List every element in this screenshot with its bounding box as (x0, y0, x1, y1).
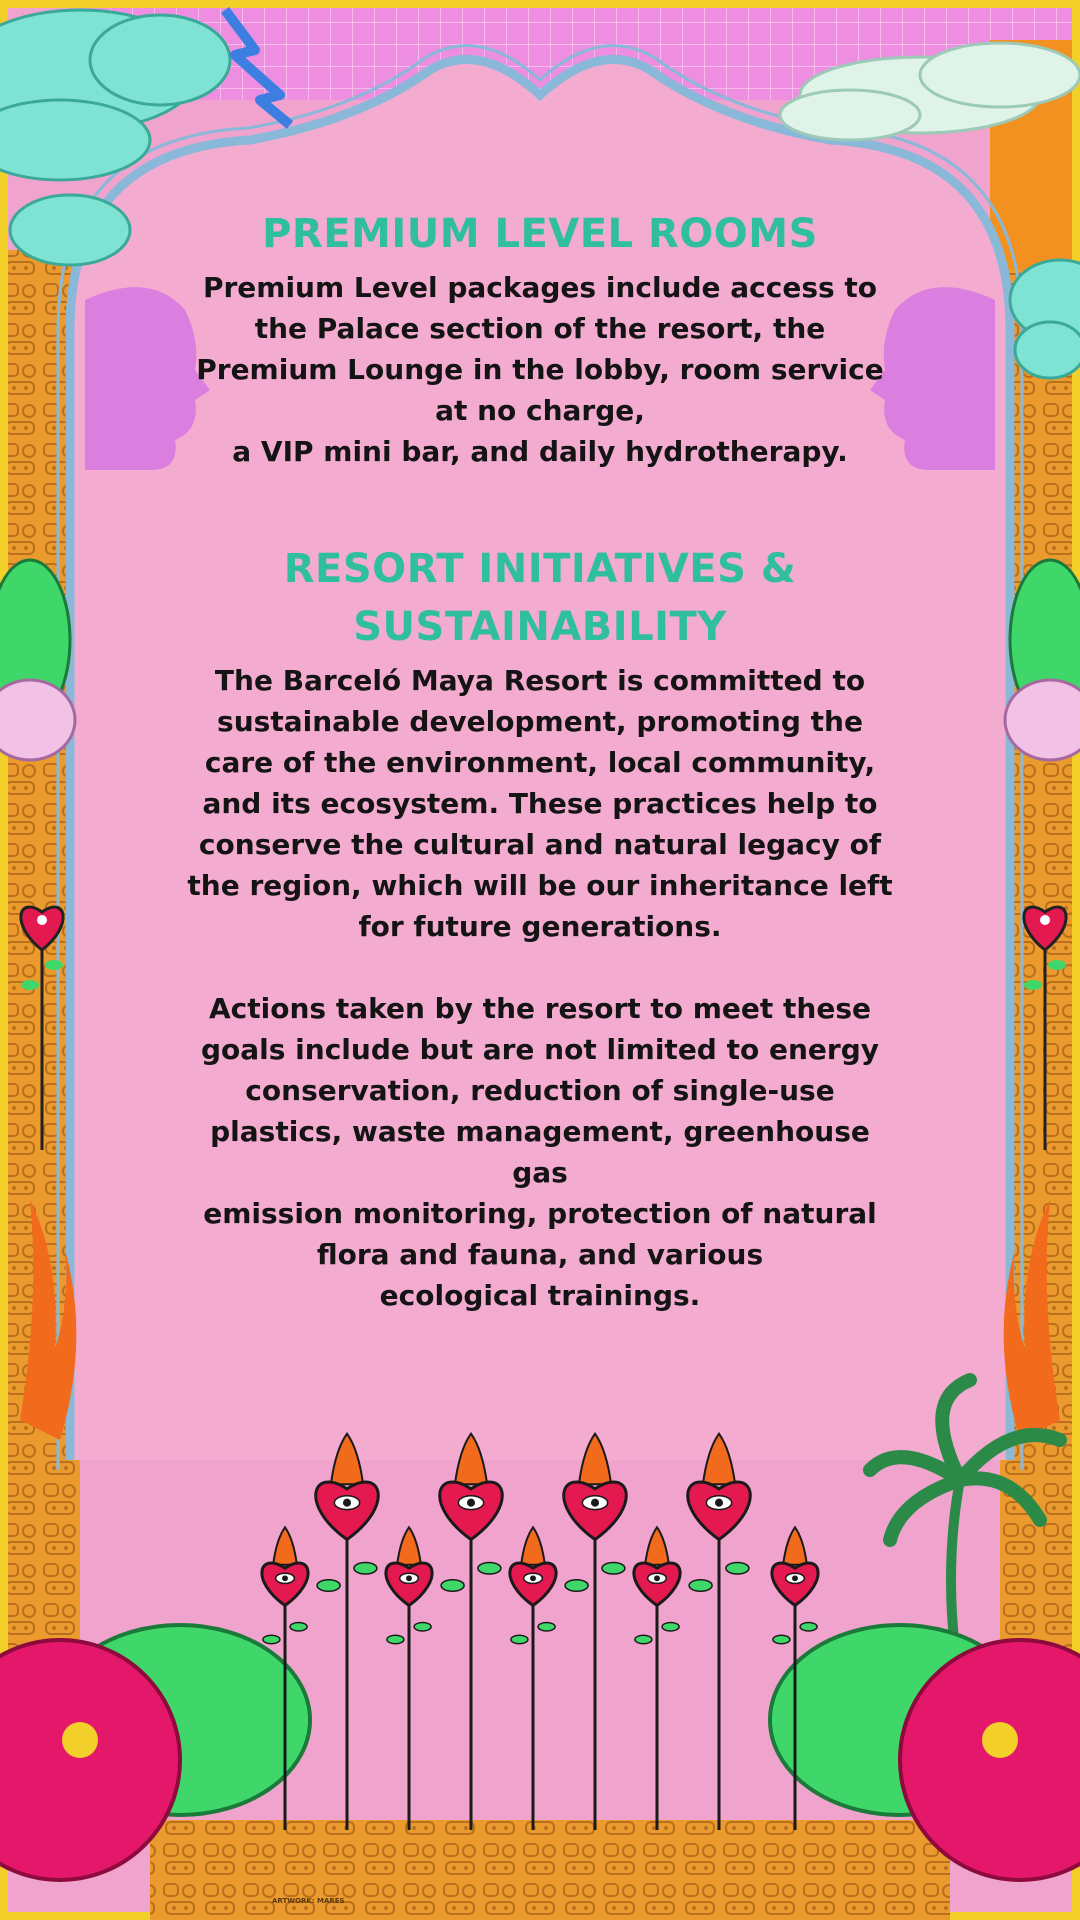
heart-flower (440, 1434, 503, 1830)
heart-flower (316, 1434, 379, 1830)
glyph-band-bottom (150, 1820, 950, 1920)
artwork-credit: ARTWORK: MARES (272, 1897, 345, 1905)
cloud-icon (1010, 260, 1080, 378)
heart-flower (386, 1527, 432, 1830)
sustainability-body-1: The Barceló Maya Resort is committed to sustainable development, promoting the care of the environment, local community, and its ecosystem. These practices help to conserve the cultural and natural legacy of the region, which will be our inheritance left for future generations. (187, 664, 893, 943)
sustainability-body-2: Actions taken by the resort to meet these goals include but are not limited to energy conservation, reduction of single-use plastics, waste management, greenhouse gas emission monitoring, protection of natural flora and fauna, and various ecological trainings. (200, 992, 879, 1312)
heart-flower (510, 1527, 556, 1830)
sustainability-heading: RESORT INITIATIVES & SUSTAINABILITY (283, 546, 797, 650)
content-column (180, 205, 900, 1316)
sacred-heart-eye-icon (262, 1434, 818, 1830)
flower-left (0, 680, 75, 760)
premium-heading: PREMIUM LEVEL ROOMS (262, 211, 818, 257)
premium-body: Premium Level packages include access to the Palace section of the resort, the Premium Lounge in the lobby, room service at no charge, a VIP mini bar, and daily hydrotherapy. (196, 271, 884, 468)
heart-flower (564, 1434, 627, 1830)
heart-flower (688, 1434, 751, 1830)
heart-flower (634, 1527, 680, 1830)
flower-right (1005, 680, 1080, 760)
